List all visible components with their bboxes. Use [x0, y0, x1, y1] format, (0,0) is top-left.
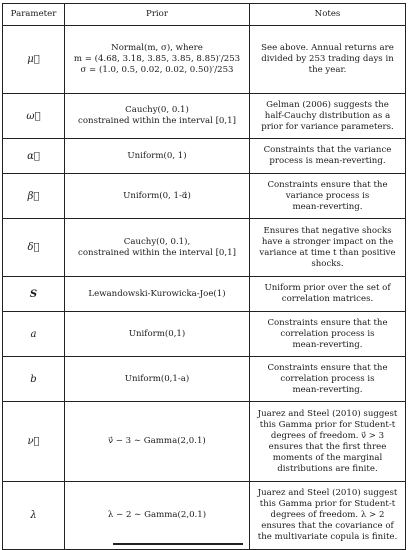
param-cell: μ⃗ [3, 26, 65, 94]
notes-line: mean-reverting. [292, 339, 363, 350]
notes-line: Ensures that negative shocks [263, 225, 392, 236]
param-cell: δ⃗ [3, 219, 65, 277]
param-cell: b [3, 357, 65, 402]
notes-cell [250, 357, 406, 402]
table-row [3, 26, 406, 94]
priors-table [2, 3, 406, 550]
table-row [3, 357, 406, 402]
notes-line: See above. Annual returns are [261, 43, 394, 53]
notes-line: shocks. [311, 258, 344, 269]
prior-cell [65, 312, 250, 357]
notes-line: Juarez and Steel (2010) suggest [257, 488, 398, 498]
notes-line: the multivariate copula is finite. [257, 532, 398, 542]
notes-line: Juarez and Steel (2010) suggest [257, 408, 398, 419]
notes-line: this Gamma prior for Student-t [259, 499, 396, 509]
param-cell: S [3, 277, 65, 312]
table-row [3, 219, 406, 277]
notes-line: divided by 253 trading days in [261, 54, 394, 64]
param-cell: a [3, 312, 65, 357]
prior-cell [65, 139, 250, 174]
table-row [3, 312, 406, 357]
notes-cell [250, 174, 406, 219]
notes-line: Constraints ensure that the [267, 362, 388, 373]
prior-line: Uniform(0,1-a) [124, 373, 190, 384]
notes-line: Constraints ensure that the [267, 317, 388, 328]
prior-line: Normal(m, σ), where [111, 43, 203, 53]
notes-line: the year. [308, 65, 347, 75]
prior-line: Cauchy(0, 0.1) [125, 105, 189, 115]
prior-cell [65, 219, 250, 277]
notes-line: variance at time t than positive [259, 247, 396, 258]
notes-line: variance process is [285, 190, 370, 201]
notes-line: moments of the marginal [272, 452, 383, 463]
header-parameter: Parameter [3, 4, 65, 26]
notes-line: correlation matrices. [281, 294, 374, 304]
notes-cell [250, 139, 406, 174]
prior-cell [65, 174, 250, 219]
notes-line: distributions are finite. [277, 463, 378, 474]
table-row [3, 482, 406, 550]
prior-cell [65, 357, 250, 402]
param-cell: α⃗ [3, 139, 65, 174]
table-row [3, 277, 406, 312]
table-row [3, 139, 406, 174]
prior-line: Cauchy(0, 0.1), [123, 236, 191, 247]
prior-cell [65, 402, 250, 482]
param-cell: ν⃗ [3, 402, 65, 482]
table-row [3, 402, 406, 482]
notes-cell [250, 482, 406, 550]
prior-line: constrained within the interval [0,1] [78, 116, 236, 126]
notes-line: mean-reverting. [292, 201, 363, 212]
notes-cell [250, 277, 406, 312]
notes-line: ensures that the first three [268, 441, 387, 452]
notes-line: Gelman (2006) suggests the [266, 99, 389, 110]
table-row [3, 174, 406, 219]
notes-line: mean-reverting. [292, 384, 363, 395]
header-notes: Notes [250, 4, 406, 26]
header-prior: Prior [65, 4, 250, 26]
notes-line: correlation process is [280, 373, 375, 384]
prior-cell [65, 94, 250, 139]
notes-line: correlation process is [280, 328, 375, 339]
prior-cell [65, 277, 250, 312]
notes-line: Constraints that the variance [263, 145, 392, 155]
prior-line: Uniform(0, 1-α⃗) [123, 190, 191, 201]
prior-line: σ = (1.0, 0.5, 0.02, 0.02, 0.50)′/253 [80, 65, 234, 75]
param-cell: λ [3, 482, 65, 550]
notes-cell [250, 94, 406, 139]
notes-line: ensures that the covariance of [261, 521, 394, 531]
notes-line: half-Cauchy distribution as a [264, 110, 391, 121]
notes-line: Uniform prior over the set of [264, 283, 391, 293]
notes-cell [250, 219, 406, 277]
prior-line: constrained within the interval [0,1] [78, 247, 236, 258]
prior-line: m = (4.68, 3.18, 3.85, 3.85, 8.85)′/253 [73, 54, 241, 64]
notes-line: have a stronger impact on the [261, 236, 394, 247]
prior-line: ν⃗ − 3 ∼ Gamma(2,0.1) [108, 436, 206, 446]
prior-cell [65, 26, 250, 94]
prior-line: Uniform(0,1) [128, 328, 186, 339]
notes-line: Constraints ensure that the [267, 179, 388, 190]
prior-line: λ − 2 ∼ Gamma(2,0.1) [107, 510, 207, 520]
notes-line: degrees of freedom. ν⃗ > 3 [270, 430, 385, 441]
notes-cell [250, 312, 406, 357]
table-row [3, 94, 406, 139]
param-cell: β⃗ [3, 174, 65, 219]
prior-line: Uniform(0, 1) [127, 150, 187, 161]
prior-line: Lewandowski-Kurowicka-Joe(1) [88, 288, 226, 299]
notes-cell [250, 26, 406, 94]
notes-line: degrees of freedom. λ > 2 [270, 510, 385, 520]
header-row [3, 4, 406, 26]
param-cell: ω⃗ [3, 94, 65, 139]
notes-line: prior for variance parameters. [261, 121, 394, 132]
prior-cell [65, 482, 250, 550]
notes-line: this Gamma prior for Student-t [259, 419, 396, 430]
notes-cell [250, 402, 406, 482]
notes-line: process is mean-reverting. [269, 156, 386, 166]
